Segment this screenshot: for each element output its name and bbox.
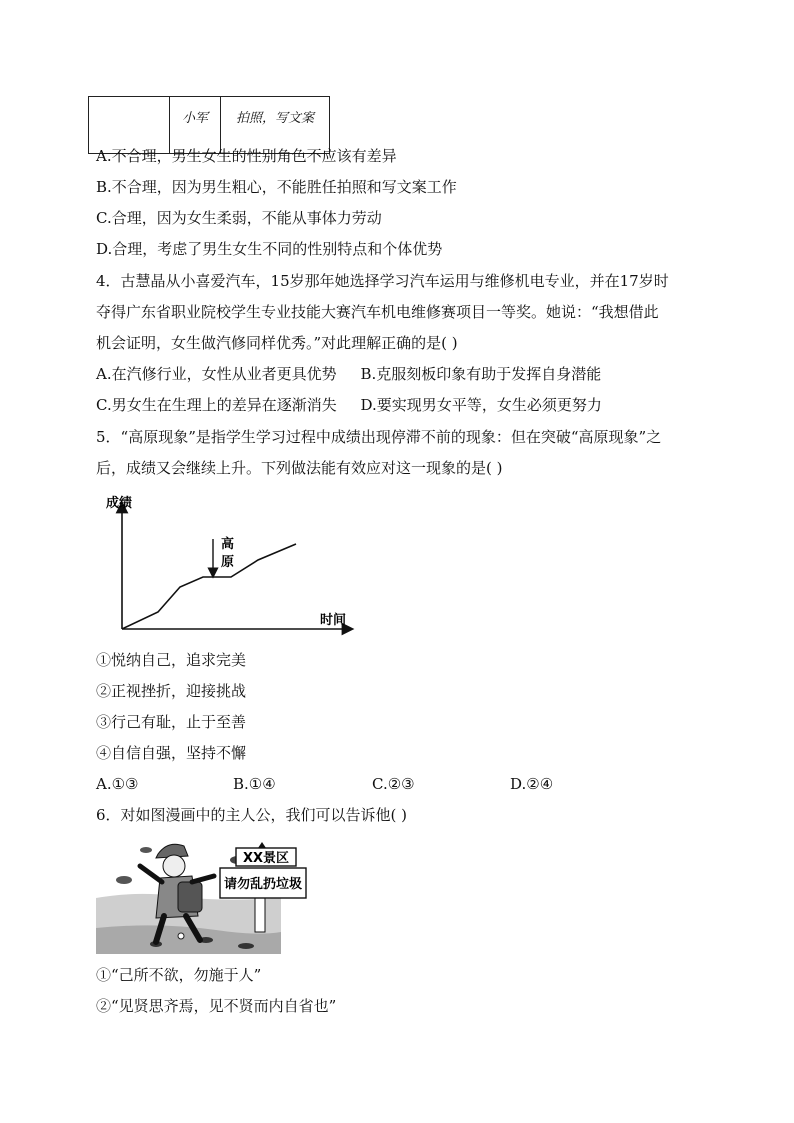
q3-option-a: A.不合理，男生女生的性别角色不应该有差异 [96,147,397,165]
q5-option-c: C.②③ [372,775,415,793]
q5-stem-line-2: 后，成绩又会继续上升。下列做法能有效应对这一现象的是( ) [96,459,503,477]
x-axis-label: 时间 [320,613,347,628]
y-axis-label: 成绩 [106,496,133,511]
table-cell [89,97,170,154]
table-cell-name: 小军 [170,97,221,154]
q6-statement-2: ②“见贤思齐焉，见不贤而内自省也” [96,997,337,1015]
thrown-litter [116,876,132,884]
littering-cartoon [96,836,308,956]
plateau-annotation: 高 原 [221,537,235,570]
q3-option-d: D.合理，考虑了男生女生不同的性别特点和个体优势 [96,240,443,258]
q3-option-c: C.合理，因为女生柔弱，不能从事体力劳动 [96,209,382,227]
q4-options-row-2: C.男女生在生理上的差异在逐渐消失 D.要实现男女平等，女生必须更努力 [96,396,602,414]
table-cell-task: 拍照，写文案 [221,97,330,154]
score-line [122,544,296,629]
ground-litter [238,943,254,949]
ground-litter [178,933,184,939]
q5-option-b: B.①④ [233,775,276,793]
q5-stem-line-1: 5．“高原现象”是指学生学习过程中成绩出现停滞不前的现象：但在突破“高原现象”之 [96,428,662,446]
sign-post [255,898,265,932]
q6-stem: 6．对如图漫画中的主人公，我们可以告诉他( ) [96,806,408,824]
q5-option-a: A.①③ [96,775,139,793]
q5-option-d: D.②④ [510,775,554,793]
sign-ornament [258,842,266,848]
q4-stem-line-2: 夺得广东省职业院校学生专业技能大赛汽车机电维修赛项目一等奖。她说：“我想借此 [96,303,659,321]
plateau-chart [100,493,360,638]
q5-statement-1: ①悦纳自己，追求完美 [96,651,247,669]
q5-statement-3: ③行己有耻，止于至善 [96,713,247,731]
q5-statement-2: ②正视挫折，迎接挑战 [96,682,247,700]
q5-statement-4: ④自信自强，坚持不懈 [96,744,247,762]
q4-stem-line-3: 机会证明，女生做汽修同样优秀。”对此理解正确的是( ) [96,334,458,352]
q6-statement-1: ①“己所不欲，勿施于人” [96,966,262,984]
sign-text-top: XX景区 [242,851,290,866]
q3-option-b: B.不合理，因为男生粗心，不能胜任拍照和写文案工作 [96,178,457,196]
q4-stem-line-1: 4．古慧晶从小喜爱汽车，15岁那年她选择学习汽车运用与维修机电专业，并在17岁时 [96,272,669,290]
q4-options-row-1: A.在汽修行业，女性从业者更具优势 B.克服刻板印象有助于发挥自身潜能 [96,365,602,383]
table-row [89,97,330,154]
sign-text-bottom: 请勿乱扔垃圾 [223,877,303,892]
thrown-litter [140,847,152,853]
